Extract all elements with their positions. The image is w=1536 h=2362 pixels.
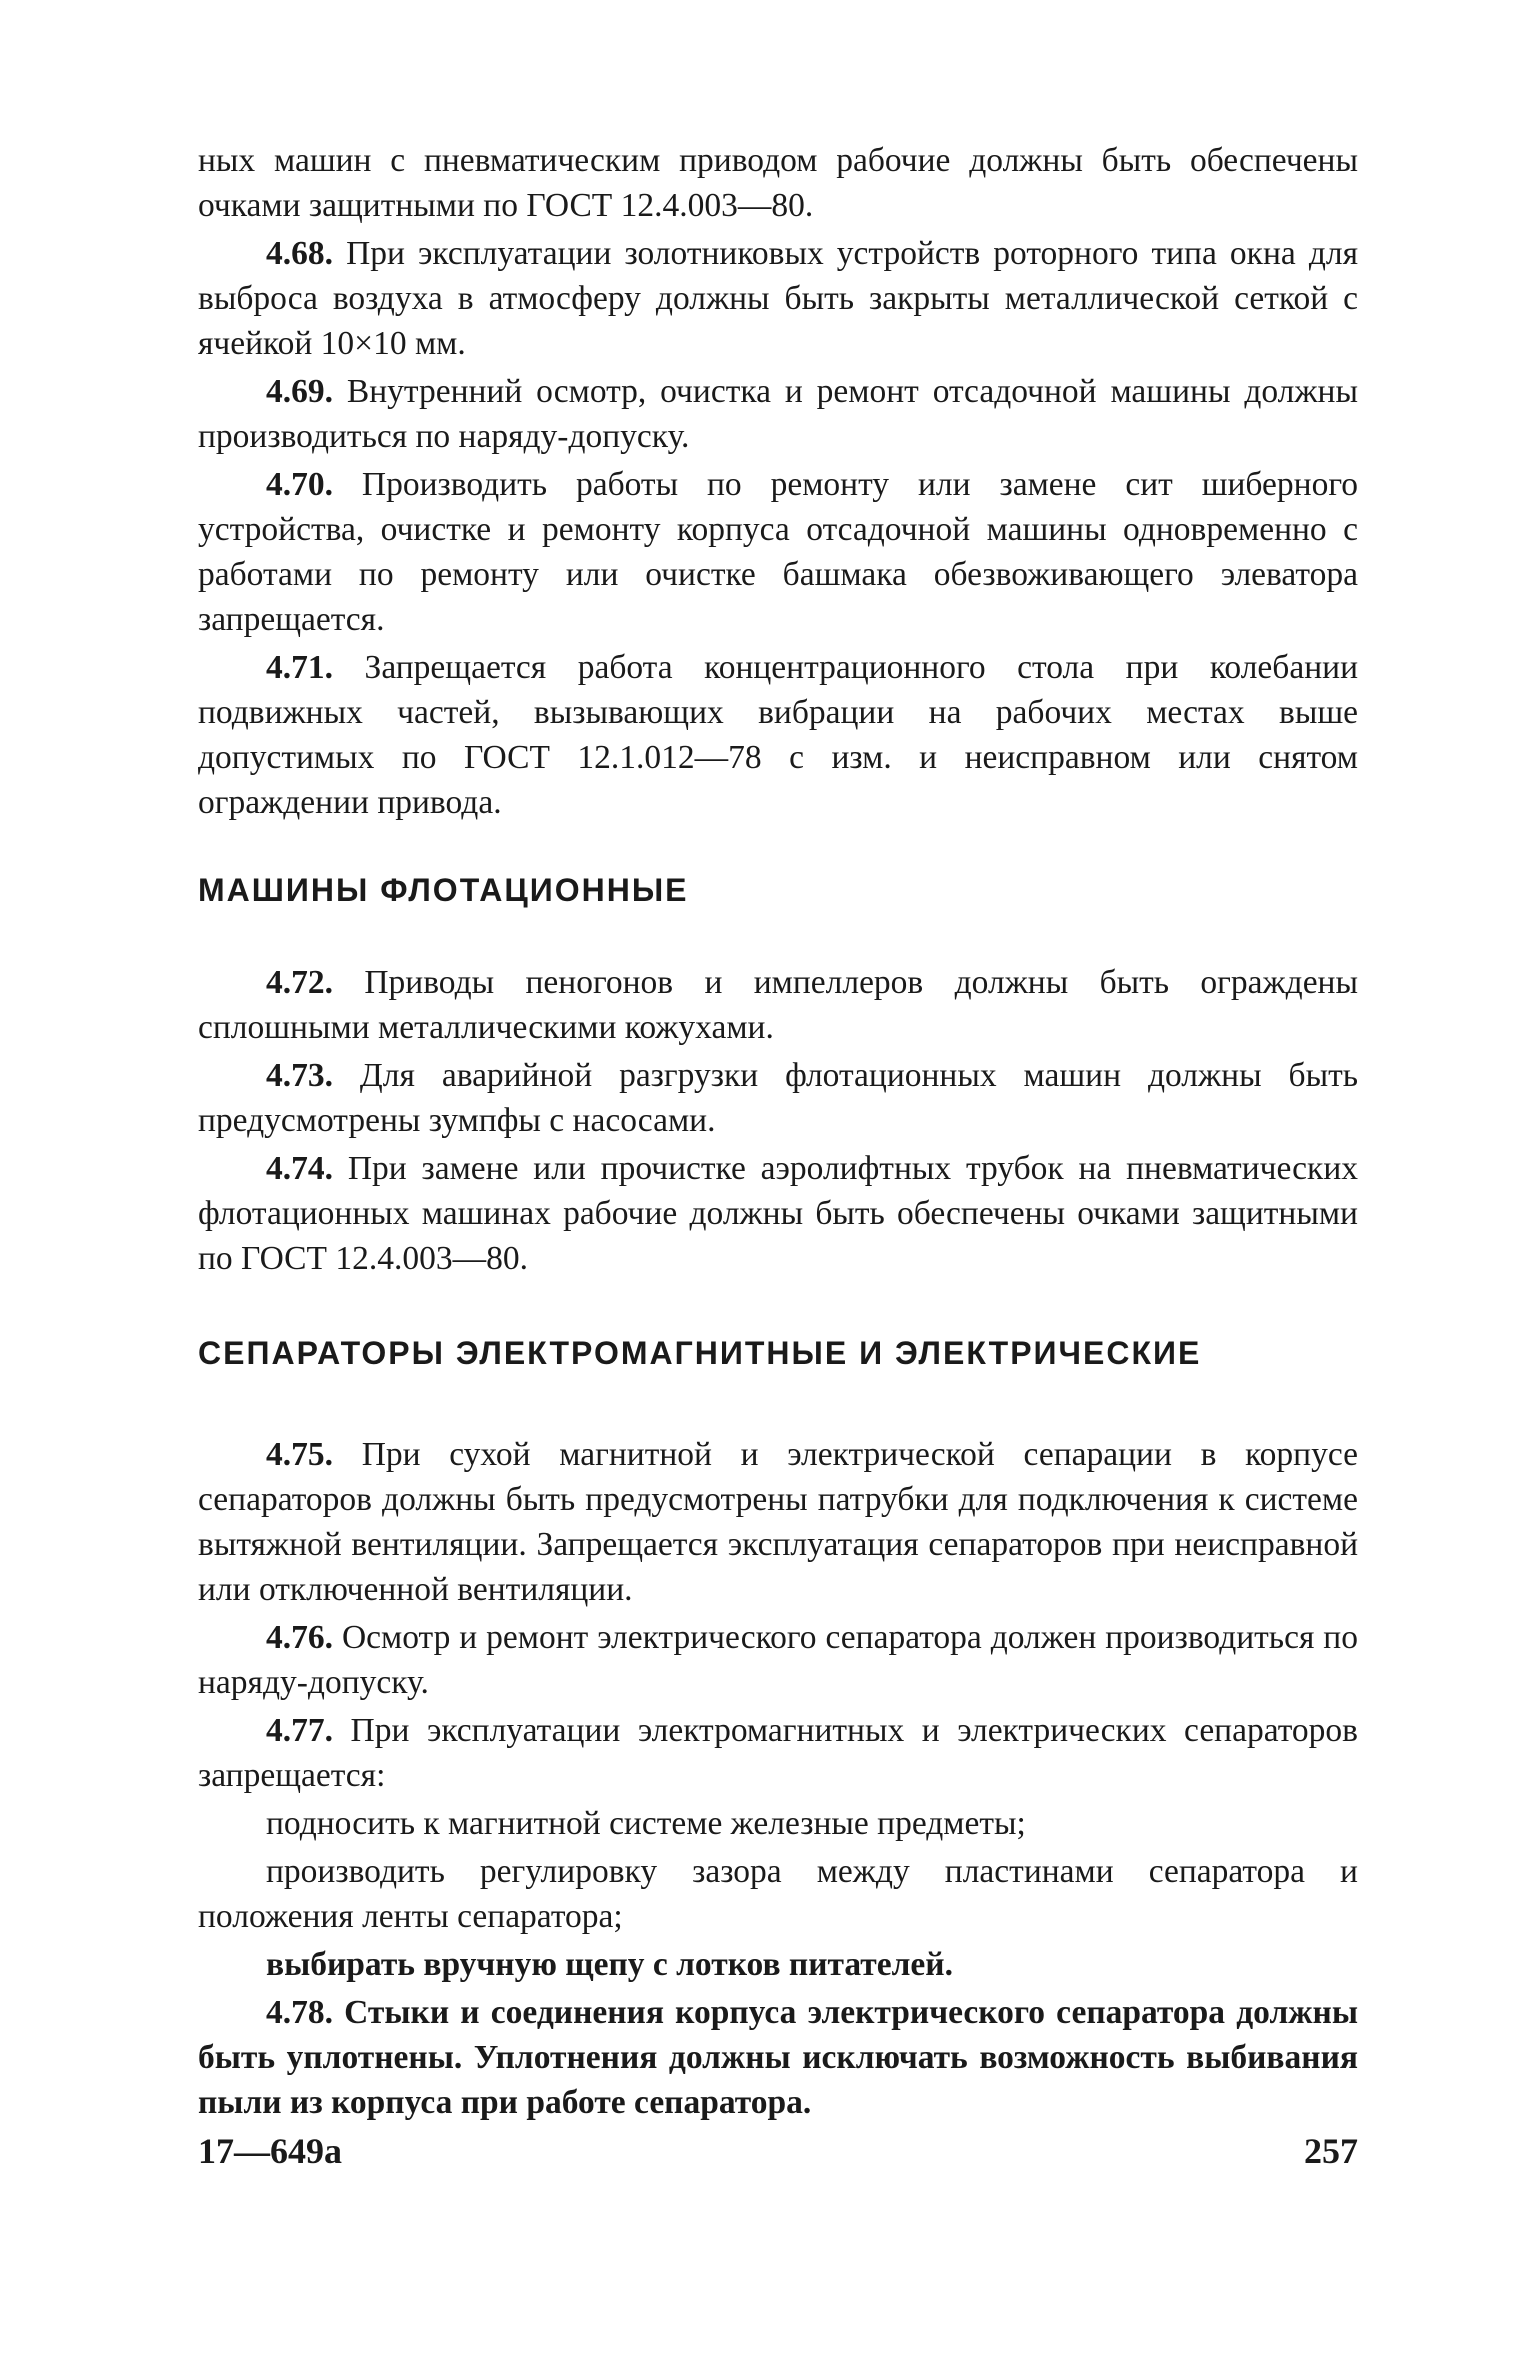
list-item: производить регулировку зазора между пластинами сепаратора и положения ленты сепаратора;: [198, 1853, 1358, 1935]
section-heading-separators: СЕПАРАТОРЫ ЭЛЕКТРОМАГНИТНЫЕ И ЭЛЕКТРИЧЕСКИЕ: [198, 1335, 1202, 1371]
clause-number: 4.68.: [266, 235, 333, 272]
section-heading-flotation: МАШИНЫ ФЛОТАЦИОННЫЕ: [198, 872, 689, 908]
section-text-block: [198, 1432, 1358, 2125]
section-text-block: [198, 138, 1358, 825]
clause-number: 4.74.: [266, 1150, 333, 1187]
clause-number: 4.72.: [266, 964, 333, 1001]
section-text-block: [198, 960, 1358, 1281]
clause-number: 4.69.: [266, 373, 333, 410]
page-number: 257: [1304, 2131, 1358, 2171]
clause-number: 4.78.: [266, 1994, 333, 2031]
clause-number: 4.76.: [266, 1619, 333, 1656]
list-item: подносить к магнитной системе железные предметы;: [266, 1805, 1026, 1842]
paragraph-continuation: ных машин с пневматическим приводом рабочие должны быть обеспечены очками защитными по ГОСТ 12.4.003—80.: [198, 142, 1358, 224]
clause-number: 4.71.: [266, 649, 333, 686]
list-item: выбирать вручную щепу с лотков питателей.: [266, 1946, 953, 1983]
paragraph-4-71: 4.71. Запрещается работа концентрационного стола при колебании подвижных частей, вызывающих вибрации на рабочих местах выше допустимых по ГОСТ 12.1.012—78 с изм. и неисправном или снятом ограждении привода.: [198, 649, 1358, 821]
paragraph-4-75: 4.75. При сухой магнитной и электрической сепарации в корпусе сепараторов должны быть предусмотрены патрубки для подключения к системе вытяжной вентиляции. Запрещается эксплуатация сепараторов при неисправной или отключенной вентиляции.: [198, 1436, 1358, 1608]
paragraph-4-74: 4.74. При замене или прочистке аэролифтных трубок на пневматических флотационных машинах рабочие должны быть обеспечены очками защитными по ГОСТ 12.4.003—80.: [198, 1150, 1358, 1277]
paragraph-4-77: 4.77. При эксплуатации электромагнитных и электрических сепараторов запрещается:: [198, 1712, 1358, 1794]
paragraph-4-68: 4.68. При эксплуатации золотниковых устройств роторного типа окна для выброса воздуха в атмосферу должны быть закрыты металлической сеткой с ячейкой 10×10 мм.: [198, 235, 1358, 362]
paragraph-4-72: 4.72. Приводы пеногонов и импеллеров должны быть ограждены сплошными металлическими кожухами.: [198, 964, 1358, 1046]
clause-number: 4.77.: [266, 1712, 333, 1749]
paragraph-4-70: 4.70. Производить работы по ремонту или замене сит шиберного устройства, очистке и ремонту корпуса отсадочной машины одновременно с работами по ремонту или очистке башмака обезвоживающего элеватора запрещается.: [198, 466, 1358, 638]
paragraph-4-78: 4.78. Стыки и соединения корпуса электрического сепаратора должны быть уплотнены. Уплотнения должны исключать возможность выбивания пыли из корпуса при работе сепаратора.: [198, 1994, 1358, 2121]
clause-number: 4.73.: [266, 1057, 333, 1094]
paragraph-4-76: 4.76. Осмотр и ремонт электрического сепаратора должен производиться по наряду-допуску.: [198, 1619, 1358, 1701]
clause-number: 4.75.: [266, 1436, 333, 1473]
clause-number: 4.70.: [266, 466, 333, 503]
paragraph-4-73: 4.73. Для аварийной разгрузки флотационных машин должны быть предусмотрены зумпфы с насосами.: [198, 1057, 1358, 1139]
paragraph-4-69: 4.69. Внутренний осмотр, очистка и ремонт отсадочной машины должны производиться по наряду-допуску.: [198, 373, 1358, 455]
footer-signature-mark: 17—649а: [198, 2131, 342, 2171]
